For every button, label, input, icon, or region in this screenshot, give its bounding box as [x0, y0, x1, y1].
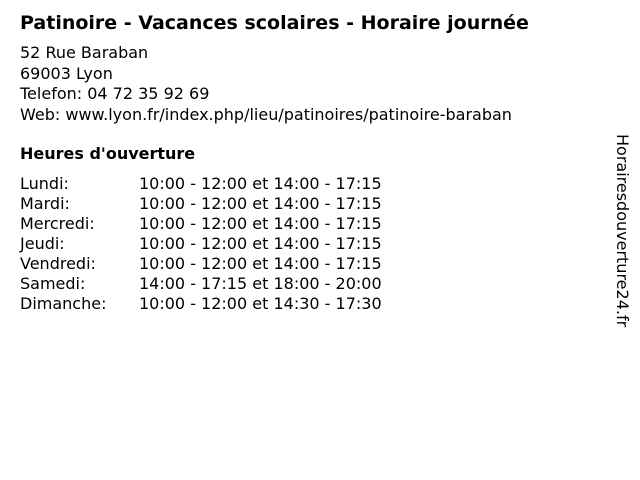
hours-row-monday — [20, 174, 382, 194]
time-range: 10:00 - 12:00 et 14:00 - 17:15 — [139, 174, 382, 193]
hours-row-thursday — [20, 234, 382, 254]
hours-row-saturday — [20, 274, 382, 294]
hours-row-tuesday — [20, 194, 382, 214]
hours-row-wednesday — [20, 214, 382, 234]
day-label: Jeudi: — [20, 234, 65, 253]
hours-table — [20, 174, 382, 314]
day-label: Mercredi: — [20, 214, 95, 233]
time-range: 10:00 - 12:00 et 14:00 - 17:15 — [139, 194, 382, 213]
hours-row-friday — [20, 254, 382, 274]
time-range: 10:00 - 12:00 et 14:00 - 17:15 — [139, 234, 382, 253]
time-range: 14:00 - 17:15 et 18:00 - 20:00 — [139, 274, 382, 293]
day-label: Lundi: — [20, 174, 69, 193]
watermark-text: Horairesdouverture24.fr — [613, 134, 632, 328]
city: 69003 Lyon — [20, 63, 113, 83]
hours-heading: Heures d'ouverture — [20, 144, 196, 163]
day-label: Vendredi: — [20, 254, 96, 273]
day-label: Dimanche: — [20, 294, 107, 313]
watermark — [612, 134, 632, 344]
time-range: 10:00 - 12:00 et 14:30 - 17:30 — [139, 294, 382, 313]
website: Web: www.lyon.fr/index.php/lieu/patinoires/patinoire-baraban — [20, 104, 512, 124]
day-label: Samedi: — [20, 274, 86, 293]
street-address: 52 Rue Baraban — [20, 43, 149, 62]
day-label: Mardi: — [20, 194, 70, 213]
phone-number: Telefon: 04 72 35 92 69 — [20, 84, 210, 103]
address-block — [20, 43, 512, 125]
page-title: Patinoire - Vacances scolaires - Horaire journée — [20, 12, 529, 34]
time-range: 10:00 - 12:00 et 14:00 - 17:15 — [139, 254, 382, 273]
time-range: 10:00 - 12:00 et 14:00 - 17:15 — [139, 214, 382, 233]
hours-row-sunday — [20, 294, 382, 314]
